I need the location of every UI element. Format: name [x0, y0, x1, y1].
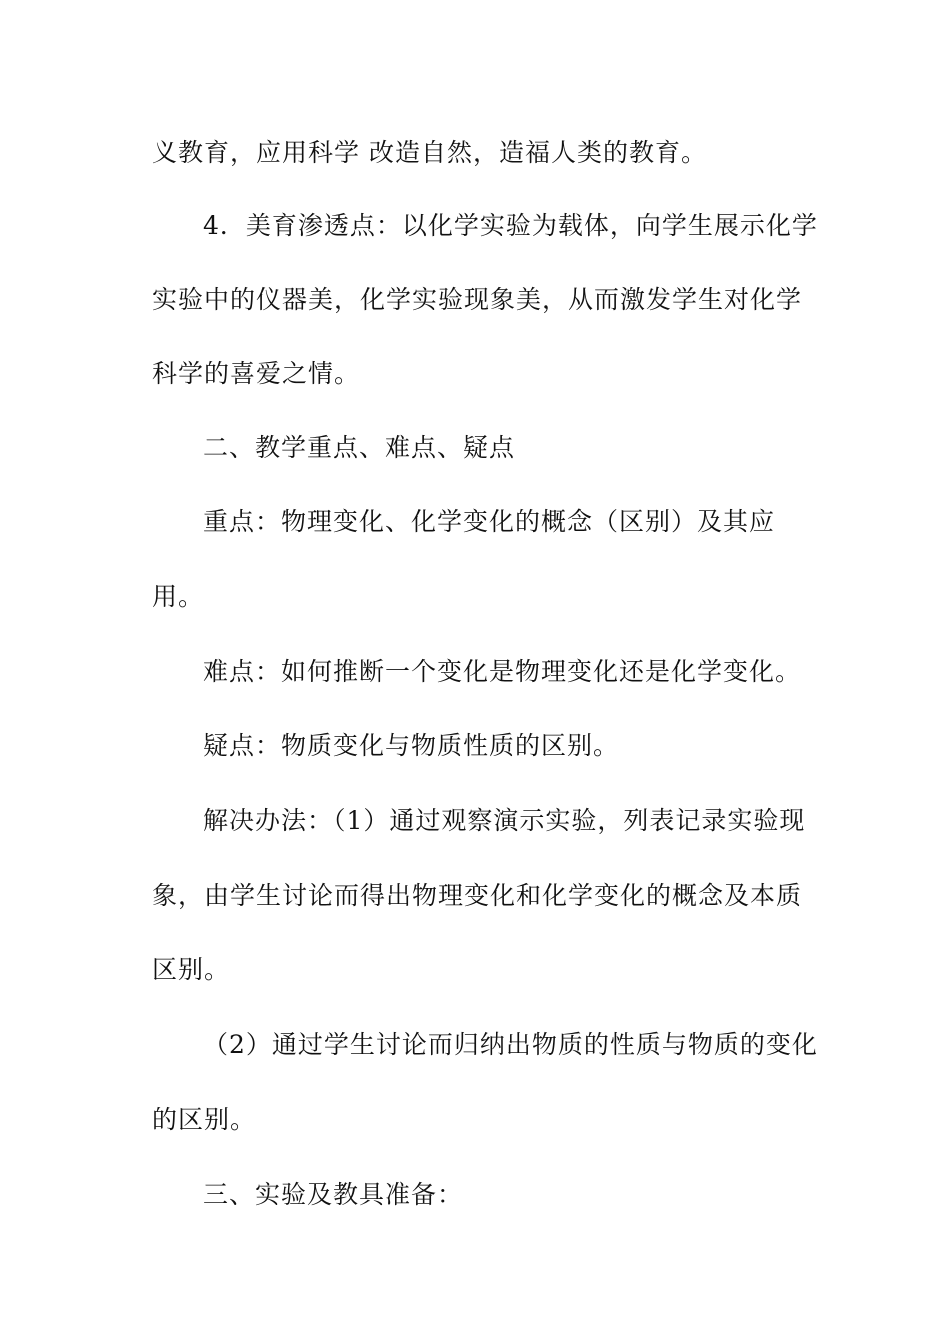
section-heading: 三、实验及教具准备：: [203, 1180, 464, 1209]
paragraph-line: 重点：物理变化、化学变化的概念（区别）及其应: [203, 507, 776, 536]
paragraph-line: （2）通过学生讨论而归纳出物质的性质与物质的变化: [203, 1030, 818, 1059]
paragraph-line: 难点：如何推断一个变化是物理变化还是化学变化。: [203, 657, 802, 686]
paragraph-line: 区别。: [152, 955, 231, 984]
paragraph-line: 解决办法：（1）通过观察演示实验，列表记录实验现: [203, 806, 806, 835]
paragraph-line: 科学的喜爱之情。: [152, 359, 361, 388]
paragraph-line: 象，由学生讨论而得出物理变化和化学变化的概念及本质: [152, 881, 803, 910]
paragraph-line: 用。: [152, 582, 205, 611]
paragraph-line: 的区别。: [152, 1105, 257, 1134]
paragraph-line: 实验中的仪器美，化学实验现象美，从而激发学生对化学: [152, 285, 803, 314]
paragraph-line: 疑点：物质变化与物质性质的区别。: [203, 731, 620, 760]
section-heading: 二、教学重点、难点、疑点: [203, 433, 516, 462]
paragraph-line: 4．美育渗透点：以化学实验为载体，向学生展示化学: [203, 211, 818, 240]
paragraph-line: 义教育，应用科学 改造自然，造福人类的教育。: [152, 138, 707, 167]
